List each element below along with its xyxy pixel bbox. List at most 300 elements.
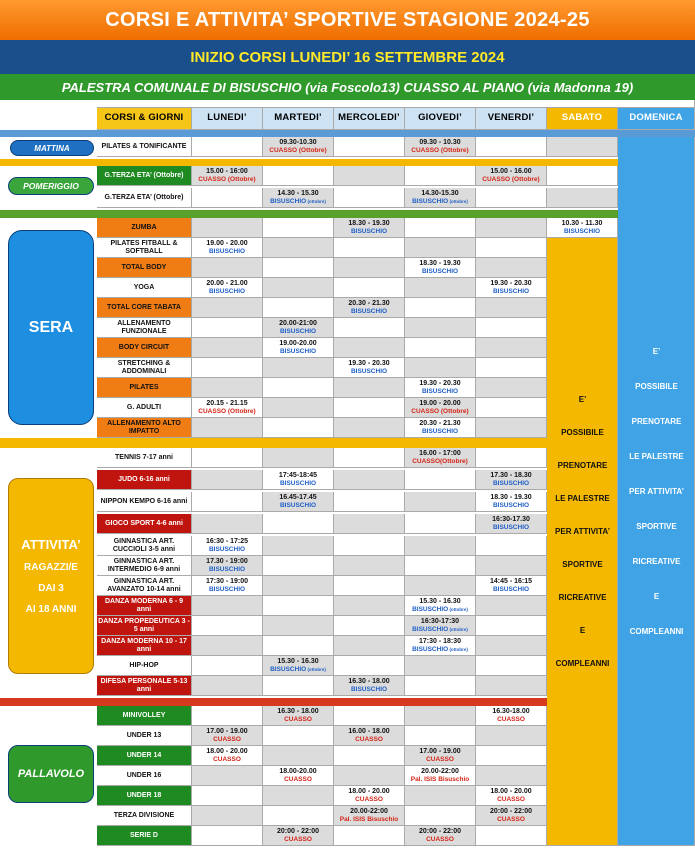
time-slot [476, 470, 547, 490]
slot-time: 16.00 - 18.00 [348, 727, 390, 735]
empty-slot [334, 398, 405, 418]
empty-slot [476, 556, 547, 576]
time-slot [334, 806, 405, 826]
empty-slot [192, 258, 263, 278]
slot-location: BISUSCHIO (ottobre) [270, 665, 326, 673]
note-line: RICREATIVE [632, 557, 681, 566]
empty-slot [476, 596, 547, 616]
empty-slot [263, 616, 334, 636]
start-date-banner: INIZIO CORSI LUNEDI’ 16 SETTEMBRE 2024 [0, 40, 695, 74]
time-slot [192, 278, 263, 298]
time-slot [405, 616, 476, 636]
empty-slot [334, 318, 405, 338]
empty-slot [476, 137, 547, 157]
slot-location: BISUSCHIO (ottobre) [412, 645, 468, 653]
slot-location: Pal. ISIS Bisuschio [410, 775, 470, 783]
section-divider [0, 159, 695, 166]
course-name: DIFESA PERSONALE 5-13 anni [97, 676, 192, 696]
empty-slot [476, 188, 547, 208]
mattina-label: MATTINA [10, 140, 94, 156]
empty-slot [476, 636, 547, 656]
empty-slot [476, 218, 547, 238]
slot-time: 14:45 - 16:15 [489, 577, 533, 585]
course-name: UNDER 14 [97, 746, 192, 766]
time-slot [263, 338, 334, 358]
slot-location: BISUSCHIO [279, 501, 317, 509]
empty-slot [334, 706, 405, 726]
empty-slot [334, 258, 405, 278]
time-slot [476, 706, 547, 726]
time-slot [405, 746, 476, 766]
time-slot [476, 514, 547, 534]
slot-note: (ottobre) [448, 198, 468, 204]
slot-location: CUASSO [497, 815, 525, 823]
slot-time: 18.00 - 20.00 [348, 787, 390, 795]
empty-slot [334, 137, 405, 157]
slot-location: CUASSO [497, 715, 525, 723]
slot-time: 18.30 - 19.30 [348, 219, 390, 227]
empty-slot [192, 514, 263, 534]
empty-slot [263, 258, 334, 278]
empty-slot [263, 358, 334, 378]
empty-slot [263, 298, 334, 318]
slot-location: CUASSO (Ottobre) [198, 175, 256, 183]
empty-slot [263, 238, 334, 258]
empty-slot [263, 448, 334, 468]
empty-slot [263, 556, 334, 576]
time-slot [405, 826, 476, 846]
empty-slot [476, 378, 547, 398]
note-line: PRENOTARE [557, 461, 608, 470]
course-name: G.TERZA ETA’ (Ottobre) [97, 166, 192, 186]
slot-location: BISUSCHIO [421, 427, 459, 435]
empty-slot [263, 418, 334, 438]
sunday-booking-note [618, 347, 695, 636]
slot-location: CUASSO [284, 715, 312, 723]
slot-time: 15.00 - 16.00 [490, 167, 532, 175]
slot-location: CUASSO [355, 795, 383, 803]
slot-time: 09.30 - 10.30 [419, 138, 461, 146]
slot-time: 20:00 - 22:00 [489, 807, 533, 815]
empty-slot [405, 338, 476, 358]
time-slot [263, 826, 334, 846]
empty-slot [192, 616, 263, 636]
empty-slot [192, 188, 263, 208]
time-slot [192, 166, 263, 186]
time-slot [334, 786, 405, 806]
empty-slot [476, 746, 547, 766]
slot-time: 17.30 - 18.30 [490, 471, 532, 479]
slot-time: 20.00 - 21.00 [206, 279, 248, 287]
empty-slot [334, 556, 405, 576]
slot-location: CUASSO [213, 755, 241, 763]
course-name: YOGA [97, 278, 192, 298]
slot-location: Pal. ISIS Bisuschio [339, 815, 399, 823]
time-slot [192, 726, 263, 746]
slot-time: 19.30 - 20.30 [490, 279, 532, 287]
empty-slot [334, 470, 405, 490]
note-line: E [653, 592, 660, 601]
time-slot [334, 358, 405, 378]
course-name: UNDER 18 [97, 786, 192, 806]
empty-slot [476, 398, 547, 418]
empty-slot [334, 418, 405, 438]
note-line: SPORTIVE [562, 560, 603, 569]
empty-slot [405, 218, 476, 238]
time-slot [547, 218, 618, 238]
time-slot [405, 398, 476, 418]
course-name: GINNASTICA ART. INTERMEDIO 6-9 anni [97, 556, 192, 576]
section-divider [0, 210, 695, 218]
time-slot [192, 398, 263, 418]
slot-time: 17.00 - 19.00 [419, 747, 461, 755]
empty-slot [263, 636, 334, 656]
empty-slot [263, 514, 334, 534]
empty-slot [405, 358, 476, 378]
slot-time: 19.00 - 20.00 [206, 239, 248, 247]
time-slot [192, 556, 263, 576]
empty-slot [405, 726, 476, 746]
slot-location: BISUSCHIO [279, 327, 317, 335]
slot-location: BISUSCHIO [563, 227, 601, 235]
course-name: DANZA MODERNA 10 - 17 anni [97, 636, 192, 656]
course-name: TOTAL CORE TABATA [97, 298, 192, 318]
slot-location: BISUSCHIO [350, 685, 388, 693]
note-line: COMPLEANNI [629, 627, 684, 636]
time-slot [263, 766, 334, 786]
empty-slot [263, 218, 334, 238]
empty-slot [405, 492, 476, 512]
course-name: TERZA DIVISIONE [97, 806, 192, 826]
attivita-line: ATTIVITA’ [21, 537, 81, 552]
slot-time: 18.00 - 20.00 [206, 747, 248, 755]
empty-slot [263, 536, 334, 556]
empty-slot [192, 636, 263, 656]
time-slot [192, 746, 263, 766]
empty-slot [405, 514, 476, 534]
time-slot [192, 576, 263, 596]
time-slot [405, 378, 476, 398]
slot-location: BISUSCHIO [492, 585, 530, 593]
note-line: LE PALESTRE [555, 494, 610, 503]
empty-slot [334, 166, 405, 186]
empty-slot [476, 318, 547, 338]
slot-location: BISUSCHIO (ottobre) [412, 625, 468, 633]
time-slot [263, 470, 334, 490]
slot-time: 20.00-22:00 [350, 807, 388, 815]
empty-slot [476, 676, 547, 696]
time-slot [476, 786, 547, 806]
empty-slot [334, 492, 405, 512]
slot-location: BISUSCHIO (ottobre) [412, 605, 468, 613]
empty-slot [476, 656, 547, 676]
slot-time: 20:00 - 22:00 [418, 827, 462, 835]
course-name: TENNIS 7-17 anni [97, 448, 192, 468]
slot-time: 20.00-22:00 [421, 767, 459, 775]
time-slot [405, 258, 476, 278]
slot-time: 18.30 - 19.30 [490, 493, 532, 501]
empty-slot [263, 576, 334, 596]
time-slot [192, 238, 263, 258]
slot-time: 18.00-20.00 [279, 767, 317, 775]
empty-slot [192, 448, 263, 468]
slot-time: 20:00 - 22:00 [276, 827, 320, 835]
slot-location: BISUSCHIO [492, 287, 530, 295]
empty-slot [192, 806, 263, 826]
time-slot [405, 766, 476, 786]
slot-time: 16:30 - 17:25 [205, 537, 249, 545]
time-slot [476, 166, 547, 186]
slot-location: BISUSCHIO [208, 247, 246, 255]
slot-time: 16.30 - 18.00 [348, 677, 390, 685]
empty-slot [334, 536, 405, 556]
empty-slot [263, 786, 334, 806]
course-name: BODY CIRCUIT [97, 338, 192, 358]
slot-location: CUASSO(Ottobre) [412, 457, 468, 465]
slot-location: BISUSCHIO [421, 387, 459, 395]
time-slot [192, 536, 263, 556]
course-name: ALLENAMENTO FUNZIONALE [97, 318, 192, 338]
empty-slot [263, 398, 334, 418]
course-name: GINNASTICA ART. CUCCIOLI 3-5 anni [97, 536, 192, 556]
empty-slot [405, 806, 476, 826]
slot-location: CUASSO (Ottobre) [482, 175, 540, 183]
empty-slot [405, 318, 476, 338]
slot-location: CUASSO [355, 735, 383, 743]
column-header: CORSI & GIORNI [97, 108, 192, 130]
slot-location: BISUSCHIO [492, 479, 530, 487]
empty-slot [476, 766, 547, 786]
empty-slot [334, 278, 405, 298]
empty-slot [334, 596, 405, 616]
slot-time: 16.30 - 18.00 [277, 707, 319, 715]
empty-slot [192, 470, 263, 490]
empty-slot [192, 706, 263, 726]
note-line: POSSIBILE [561, 428, 604, 437]
header-spacer [97, 100, 695, 108]
empty-slot [547, 188, 618, 208]
slot-location: BISUSCHIO [492, 523, 530, 531]
attivita-ragazzi-label [8, 478, 94, 674]
empty-slot [334, 636, 405, 656]
course-name: GIOCO SPORT 4-6 anni [97, 514, 192, 534]
course-name: HIP-HOP [97, 656, 192, 676]
time-slot [405, 418, 476, 438]
column-header: LUNEDI’ [192, 108, 263, 130]
empty-slot [192, 766, 263, 786]
slot-time: 19.00 - 20.00 [419, 399, 461, 407]
pomeriggio-label: POMERIGGIO [8, 177, 94, 195]
empty-slot [334, 616, 405, 636]
slot-time: 15.00 - 16:00 [206, 167, 248, 175]
note-line: E’ [652, 347, 661, 356]
empty-slot [192, 218, 263, 238]
column-header: MERCOLEDI’ [334, 108, 405, 130]
slot-time: 14.30 - 15.30 [277, 189, 319, 197]
slot-location: CUASSO (Ottobre) [269, 146, 327, 154]
slot-location: CUASSO [213, 735, 241, 743]
slot-time: 20.30 - 21.30 [419, 419, 461, 427]
sera-label: SERA [8, 230, 94, 425]
slot-location: CUASSO (Ottobre) [411, 407, 469, 415]
slot-note: (ottobre) [306, 666, 326, 672]
attivita-line: RAGAZZI/E [24, 562, 78, 573]
slot-location: BISUSCHIO [492, 501, 530, 509]
slot-location: BISUSCHIO [350, 227, 388, 235]
column-header: DOMENICA [618, 108, 695, 130]
slot-time: 17:45-18:45 [278, 471, 318, 479]
note-line: RICREATIVE [558, 593, 607, 602]
empty-slot [334, 238, 405, 258]
column-header: MARTEDI’ [263, 108, 334, 130]
time-slot [263, 137, 334, 157]
slot-location: CUASSO [426, 835, 454, 843]
slot-time: 20.15 - 21.15 [206, 399, 248, 407]
section-divider [0, 846, 695, 859]
time-slot [334, 726, 405, 746]
empty-slot [334, 338, 405, 358]
empty-slot [263, 596, 334, 616]
empty-slot [192, 338, 263, 358]
empty-slot [263, 806, 334, 826]
slot-time: 09.30-10.30 [279, 138, 317, 146]
empty-slot [334, 188, 405, 208]
empty-slot [476, 826, 547, 846]
empty-slot [476, 338, 547, 358]
slot-location: BISUSCHIO [279, 479, 317, 487]
empty-slot [192, 826, 263, 846]
empty-slot [405, 676, 476, 696]
time-slot [263, 656, 334, 676]
empty-slot [334, 766, 405, 786]
empty-slot [334, 576, 405, 596]
slot-time: 18.00 - 20.00 [490, 787, 532, 795]
course-name: SERIE D [97, 826, 192, 846]
empty-slot [405, 786, 476, 806]
slot-location: BISUSCHIO [350, 367, 388, 375]
slot-time: 16:30-17:30 [420, 617, 460, 625]
note-line: LE PALESTRE [629, 452, 684, 461]
course-name: DANZA MODERNA 6 - 9 anni [97, 596, 192, 616]
empty-slot [476, 238, 547, 258]
course-name: UNDER 16 [97, 766, 192, 786]
slot-time: 15.30 - 16.30 [419, 597, 461, 605]
time-slot [476, 576, 547, 596]
pallavolo-label: PALLAVOLO [8, 745, 94, 803]
slot-time: 18.30 - 19.30 [419, 259, 461, 267]
note-line: POSSIBILE [635, 382, 678, 391]
empty-slot [476, 726, 547, 746]
empty-slot [192, 358, 263, 378]
note-line: PRENOTARE [631, 417, 682, 426]
slot-location: BISUSCHIO [208, 565, 246, 573]
slot-note: (ottobre) [306, 198, 326, 204]
empty-slot [334, 746, 405, 766]
time-slot [476, 278, 547, 298]
attivita-line: AI 18 ANNI [25, 604, 77, 615]
empty-slot [334, 378, 405, 398]
course-name: NIPPON KEMPO 6-16 anni [97, 492, 192, 512]
empty-slot [547, 166, 618, 186]
empty-slot [263, 278, 334, 298]
slot-location: BISUSCHIO [350, 307, 388, 315]
attivita-line: DAI 3 [38, 583, 64, 594]
slot-time: 16.00 - 17:00 [419, 449, 461, 457]
empty-slot [192, 378, 263, 398]
slot-time: 17.30 - 19:00 [206, 557, 248, 565]
slot-location: CUASSO [284, 775, 312, 783]
course-name: UNDER 13 [97, 726, 192, 746]
course-name: ZUMBA [97, 218, 192, 238]
slot-time: 17.00 - 19.00 [206, 727, 248, 735]
column-header: SABATO [547, 108, 618, 130]
empty-slot [263, 746, 334, 766]
course-name: ALLENAMENTO ALTO IMPATTO [97, 418, 192, 438]
slot-location: CUASSO [426, 755, 454, 763]
empty-slot [405, 576, 476, 596]
time-slot [263, 492, 334, 512]
slot-time: 15.30 - 16.30 [277, 657, 319, 665]
empty-slot [334, 448, 405, 468]
time-slot [405, 596, 476, 616]
slot-time: 19.30 - 20.30 [348, 359, 390, 367]
empty-slot [405, 656, 476, 676]
empty-slot [405, 238, 476, 258]
time-slot [476, 806, 547, 826]
empty-slot [192, 137, 263, 157]
slot-time: 17:30 - 18:30 [418, 637, 462, 645]
slot-time: 20.30 - 21.30 [348, 299, 390, 307]
time-slot [334, 298, 405, 318]
slot-location: BISUSCHIO (ottobre) [270, 197, 326, 205]
empty-slot [192, 786, 263, 806]
note-line: E’ [578, 395, 587, 404]
empty-slot [192, 492, 263, 512]
note-line: E [579, 626, 586, 635]
empty-slot [476, 616, 547, 636]
slot-time: 19.30 - 20.30 [419, 379, 461, 387]
empty-slot [192, 656, 263, 676]
empty-slot [405, 470, 476, 490]
slot-time: 10.30 - 11.30 [561, 219, 603, 227]
slot-location: BISUSCHIO (ottobre) [412, 197, 468, 205]
time-slot [263, 188, 334, 208]
time-slot [405, 137, 476, 157]
course-name: TOTAL BODY [97, 258, 192, 278]
empty-slot [192, 676, 263, 696]
slot-location: CUASSO [497, 795, 525, 803]
empty-slot [334, 514, 405, 534]
course-name: GINNASTICA ART. AVANZATO 10-14 anni [97, 576, 192, 596]
slot-time: 19.00-20.00 [279, 339, 317, 347]
empty-slot [405, 556, 476, 576]
slot-location: CUASSO (Ottobre) [411, 146, 469, 154]
empty-slot [192, 418, 263, 438]
time-slot [263, 706, 334, 726]
slot-location: CUASSO [284, 835, 312, 843]
slot-location: BISUSCHIO [279, 347, 317, 355]
slot-location: BISUSCHIO [421, 267, 459, 275]
section-divider [0, 130, 695, 137]
empty-slot [476, 448, 547, 468]
empty-slot [476, 298, 547, 318]
empty-slot [334, 826, 405, 846]
empty-slot [334, 656, 405, 676]
empty-slot [547, 137, 618, 157]
empty-slot [405, 278, 476, 298]
empty-slot [263, 166, 334, 186]
empty-slot [263, 726, 334, 746]
